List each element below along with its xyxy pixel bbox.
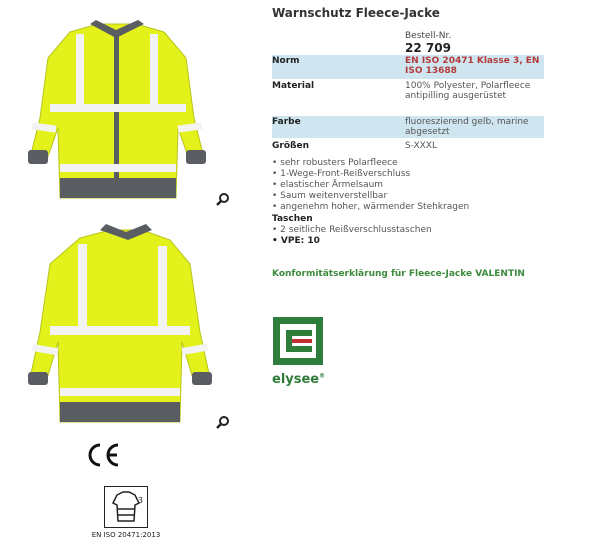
spec-value: EN ISO 20471 Klasse 3, EN ISO 13688 [405,56,540,76]
vpe-line: • VPE: 10 [272,236,320,246]
spec-label: Farbe [272,117,301,127]
spec-row-color [272,116,544,138]
list-item: • Saum weitenverstellbar [272,191,388,201]
spec-row-norm [272,55,544,79]
spec-label: Norm [272,56,300,66]
pockets-item: • 2 seitliche Reißverschlusstaschen [272,225,432,235]
product-gallery [0,0,265,545]
spec-value: S-XXXL [405,141,438,151]
feature-list [272,158,544,213]
list-item: • elastischer Ärmelsaum [272,180,384,190]
elysee-logo[interactable] [272,316,330,387]
order-number: 22 709 [405,41,451,55]
order-number-label: Bestell-Nr. [405,31,452,41]
iso-caption: EN ISO 20471:2013 [91,531,161,539]
spec-row-material [272,80,544,116]
spec-value: 100% Polyester, Polarfleece antipilling ausgerüstet [405,81,531,101]
iso-certification-badge [86,486,166,539]
list-item: • sehr robusters Polarfleece [272,158,398,168]
product-title: Warnschutz Fleece-Jacke [272,6,440,20]
pockets-heading: Taschen [272,214,313,224]
list-item: • angenehm hoher, wärmender Stehkragen [272,202,470,212]
brand-name: elysee® [272,372,326,387]
iso-class-label: 3 [137,496,143,505]
spec-row-sizes [272,140,544,154]
spec-label: Größen [272,141,309,151]
ce-mark-icon [86,442,120,472]
hi-vis-jacket-pictogram [104,486,148,528]
spec-label: Material [272,81,315,91]
magnifier-icon[interactable] [216,414,232,430]
list-item: • 1-Wege-Front-Reißverschluss [272,169,411,179]
conformity-declaration-link[interactable]: Konformitätserklärung für Fleece-Jacke VALENTIN [272,269,525,279]
product-image-back[interactable] [20,222,215,432]
spec-value: fluoreszierend gelb, marine abgesetzt [405,117,529,137]
magnifier-icon[interactable] [216,191,232,207]
product-image-front[interactable] [18,18,213,208]
